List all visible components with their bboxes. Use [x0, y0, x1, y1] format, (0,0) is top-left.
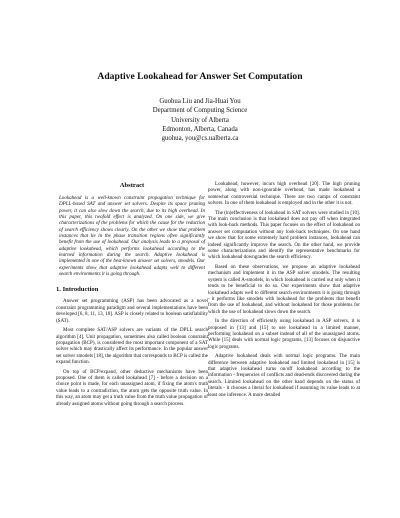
affiliation-department: Department of Computing Science	[152, 107, 248, 115]
body-paragraph: In the direction of efficiently using lookahead in ASP solvers, it is proposed in [13] and [15] to use lookahead in a limited manner, performing lookahead on a subset instead of all of the unassigned atoms. While [15] deals with normal logic programs, [13] focuses on disjunctive logic programs.	[208, 318, 360, 350]
body-paragraph: Lookahead, however, incurs high overhead [20]. The high pruning power, along with non-ignorable overhead, has made lookahead a somewhat controversial technique. There are two camps of constraint solvers. In one of them lookahead is employed and in the other it is not.	[208, 181, 360, 207]
affiliation-location: Edmonton, Alberta, Canada	[162, 125, 238, 133]
abstract-heading: Abstract	[119, 182, 145, 189]
intro-paragraph: Most complete SAT/ASP solvers are variants of the DPLL search algorithm [4]. Unit propagation, sometimes also called boolean constraint propagation (BCP), is considered the most important component of a SAT solver which may drastically affect its performance. In the popular answer set solver smodels [18], the algorithm that corresponds to BCP is called the expand function.	[56, 327, 208, 366]
right-column	[208, 181, 360, 401]
body-paragraph: The (in)effectiveness of lookahead in SAT solvers were studied in [10]. The main conclusion is that lookahead does not pay off when integrated with look-back methods. This paper focuses on the effect of lookahead on answer set computation without any look-back techniques. On one hand we show that for some extremely hard problem instances, lookahead can indeed significantly improve the search. On the other hand, we provide some characterizations and identify the representative benchmarks for which lookahead downgrades the search efficiency.	[208, 209, 360, 261]
author-email: guohua, you@cs.ualberta.ca	[161, 135, 239, 143]
author-names: Guohua Liu and Jia-Huai You	[159, 98, 241, 105]
affiliation-university: University of Alberta	[171, 116, 229, 124]
body-paragraph: Adaptive lookahead deals with normal logic programs. The main difference between adaptive lookahead and limited lookahead in [15] is that adaptive lookahead turns on/off lookahead according to the information - frequencies of conflicts and dead-ends discovered during the search. Limited lookahead on the other hand depends on the status of literals - it chooses a literal for lookahead if assuming its value leads to at least one inference. A more detailed	[208, 353, 360, 398]
intro-paragraph: On top of BCP/expand, other deductive mechanisms have been proposed. One of them is called lookahead [7] - before a decision on a choice point is made, for each unassigned atom, if fixing the atom's truth value leads to a contradiction, the atom gets the opposite truth value. In this way, an atom may get a truth value from the truth value propagation of already assigned atoms without going through a search process.	[56, 368, 208, 407]
intro-paragraph: Answer set programming (ASP) has been advocated as a novel constraint programming paradigm and several implementations have been developed [6, 8, 11, 13, 18]. ASP is closely related to boolean satisfiability (SAT).	[56, 298, 208, 324]
paper-title: Adaptive Lookahead for Answer Set Computation	[97, 71, 303, 82]
body-paragraph: Based on these observations, we propose an adaptive lookahead mechanism and implement it in the ASP solver smodels. The resulting system is called A-smodels, in which lookahead is carried out only when it tends to be beneficial to do so. Our experiments show that adaptive lookahead adapts well to different search environments it is going through - it performs like smodels with lookahead for the problems that benefit from the use of lookahead, and without lookahead for those problems for which the use of lookahead slows down the search.	[208, 263, 360, 315]
abstract-text: Lookahead is a well-known constraint propagation technique for DPLL-based SAT and answer set solvers. Despite its space pruning power, it can also slow down the search, due to its high overhead. In this paper, this twofold effect is analyzed. On one side, we give characterizations of the problems for which the cause for the reduction of search efficiency shows clearly. On the other we show that problem instances that lie in the phase transition regions often significantly benefit from the use of lookahead. Our analysis leads to a proposal of adaptive lookahead, which performs lookahead according to the learned information during the search. Adaptive lookahead is implemented in one of the best-known answer set solvers, smodels. Our experiments show that adaptive lookahead adapts well to different search environments it is going through.	[59, 195, 205, 278]
left-column	[56, 181, 208, 410]
author-block	[0, 97, 400, 143]
introduction-heading: 1. Introduction	[56, 286, 99, 294]
